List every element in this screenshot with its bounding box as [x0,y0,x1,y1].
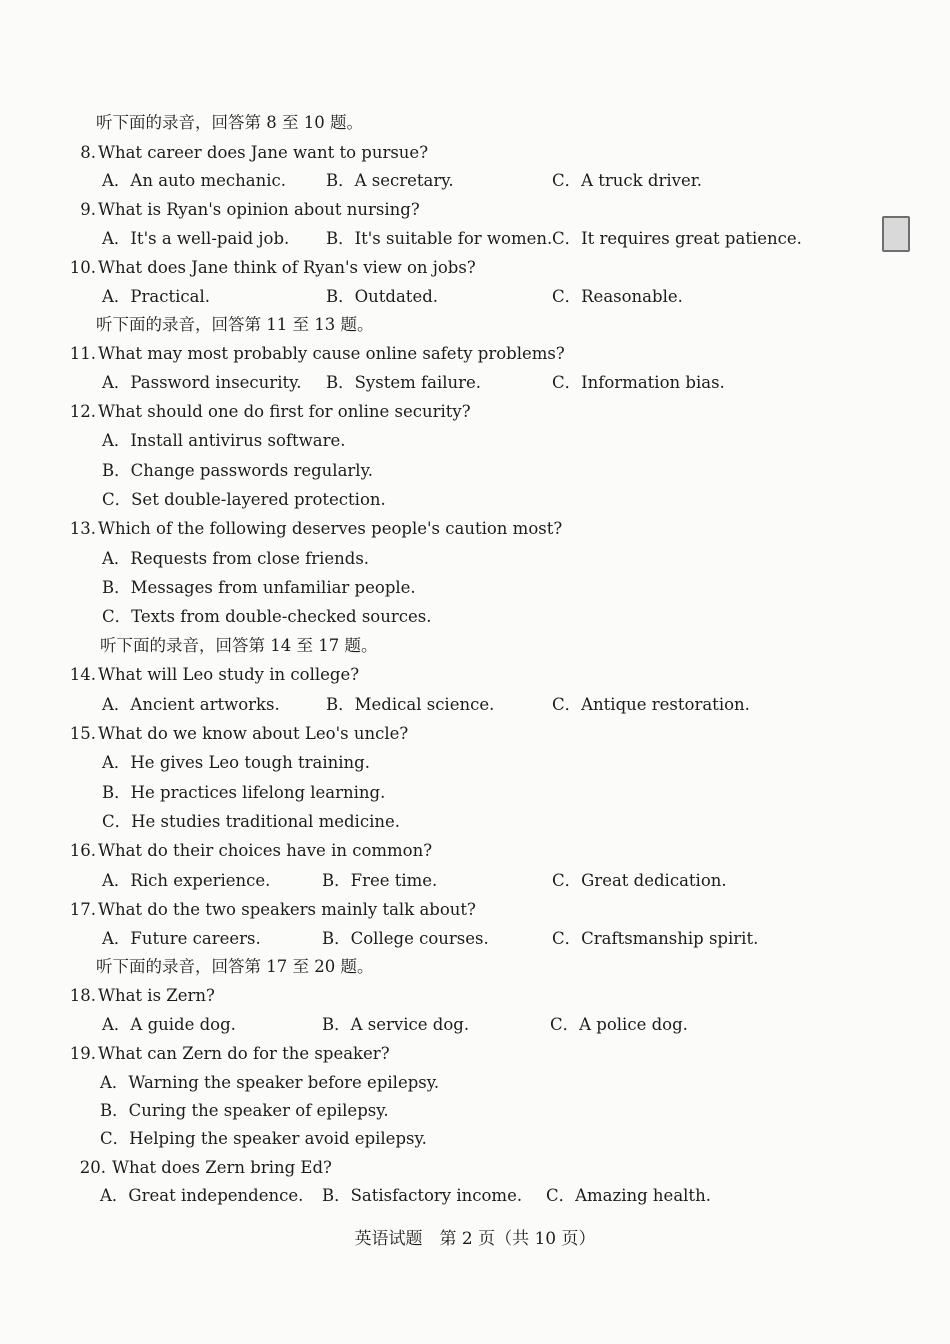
option-c: C．Amazing health. [546,1186,711,1205]
question-number: 15. [69,724,96,743]
option-a: A．Future careers. [102,929,261,948]
option-c: C．Set double-layered protection. [102,490,386,509]
option-c: C．Information bias. [552,373,725,392]
option-c: C．A police dog. [550,1015,688,1034]
section-heading: 听下面的录音，回答第 8 至 10 题。 [96,113,363,132]
margin-mark [882,216,910,252]
option-a: A．Requests from close friends. [102,549,370,568]
option-c: C．A truck driver. [552,171,703,190]
question-text: What is Zern? [98,986,215,1005]
option-b: B．Medical science. [326,695,495,714]
option-c: C．Texts from double-checked sources. [102,607,432,626]
question-number: 17. [69,900,96,919]
option-b: B．Free time. [322,871,438,890]
option-b: B．Messages from unfamiliar people. [102,578,416,597]
question-text: What will Leo study in college? [98,665,360,684]
question-text: What may most probably cause online safety problems? [98,344,565,363]
question-number: 19. [69,1044,96,1063]
option-b: B．Change passwords regularly. [102,461,373,480]
option-b: B．It's suitable for women. [326,229,553,248]
question-text: What does Zern bring Ed? [112,1158,332,1177]
option-b: B．System failure. [326,373,482,392]
option-a: A．An auto mechanic. [102,171,286,190]
question-text: What does Jane think of Ryan's view on jobs? [98,258,476,277]
question-number: 8. [80,143,96,162]
option-b: B．A service dog. [322,1015,470,1034]
option-b: B．A secretary. [326,171,454,190]
question-text: What can Zern do for the speaker? [98,1044,390,1063]
question-number: 14. [69,665,96,684]
option-a: A．A guide dog. [102,1015,236,1034]
option-b: B．Satisfactory income. [322,1186,523,1205]
question-text: What is Ryan's opinion about nursing? [98,200,420,219]
option-c: C．Reasonable. [552,287,683,306]
question-number: 12. [69,402,96,421]
question-number: 18. [69,986,96,1005]
question-number: 20. [79,1158,106,1177]
option-c: C．Great dedication. [552,871,727,890]
section-heading: 听下面的录音，回答第 14 至 17 题。 [100,636,378,655]
option-a: A．Warning the speaker before epilepsy. [100,1073,440,1092]
option-c: C．Craftsmanship spirit. [552,929,759,948]
question-number: 9. [80,200,96,219]
page-footer: 英语试题 第 2 页（共 10 页） [354,1229,596,1249]
option-a: A．Password insecurity. [102,373,302,392]
option-b: B．Curing the speaker of epilepsy. [100,1101,389,1120]
option-a: A．Install antivirus software. [102,431,346,450]
option-a: A．Ancient artworks. [102,695,280,714]
option-b: B．College courses. [322,929,489,948]
question-number: 13. [69,519,96,538]
option-a: A．Great independence. [100,1186,304,1205]
option-c: C．Antique restoration. [552,695,750,714]
option-c: C．It requires great patience. [552,229,802,248]
question-number: 11. [69,344,96,363]
option-b: B．He practices lifelong learning. [102,783,386,802]
option-b: B．Outdated. [326,287,439,306]
question-text: What should one do first for online security? [98,402,471,421]
question-text: What career does Jane want to pursue? [98,143,429,162]
section-heading: 听下面的录音，回答第 17 至 20 题。 [96,957,374,976]
question-text: Which of the following deserves people's caution most? [98,519,563,538]
question-text: What do we know about Leo's uncle? [98,724,409,743]
question-number: 16. [69,841,96,860]
question-text: What do the two speakers mainly talk about? [98,900,476,919]
option-c: C．Helping the speaker avoid epilepsy. [100,1129,427,1148]
option-c: C．He studies traditional medicine. [102,812,400,831]
option-a: A．Rich experience. [102,871,271,890]
option-a: A．It's a well-paid job. [102,229,290,248]
option-a: A．He gives Leo tough training. [102,753,370,772]
section-heading: 听下面的录音，回答第 11 至 13 题。 [96,315,374,334]
question-text: What do their choices have in common? [98,841,433,860]
question-number: 10. [69,258,96,277]
option-a: A．Practical. [102,287,210,306]
